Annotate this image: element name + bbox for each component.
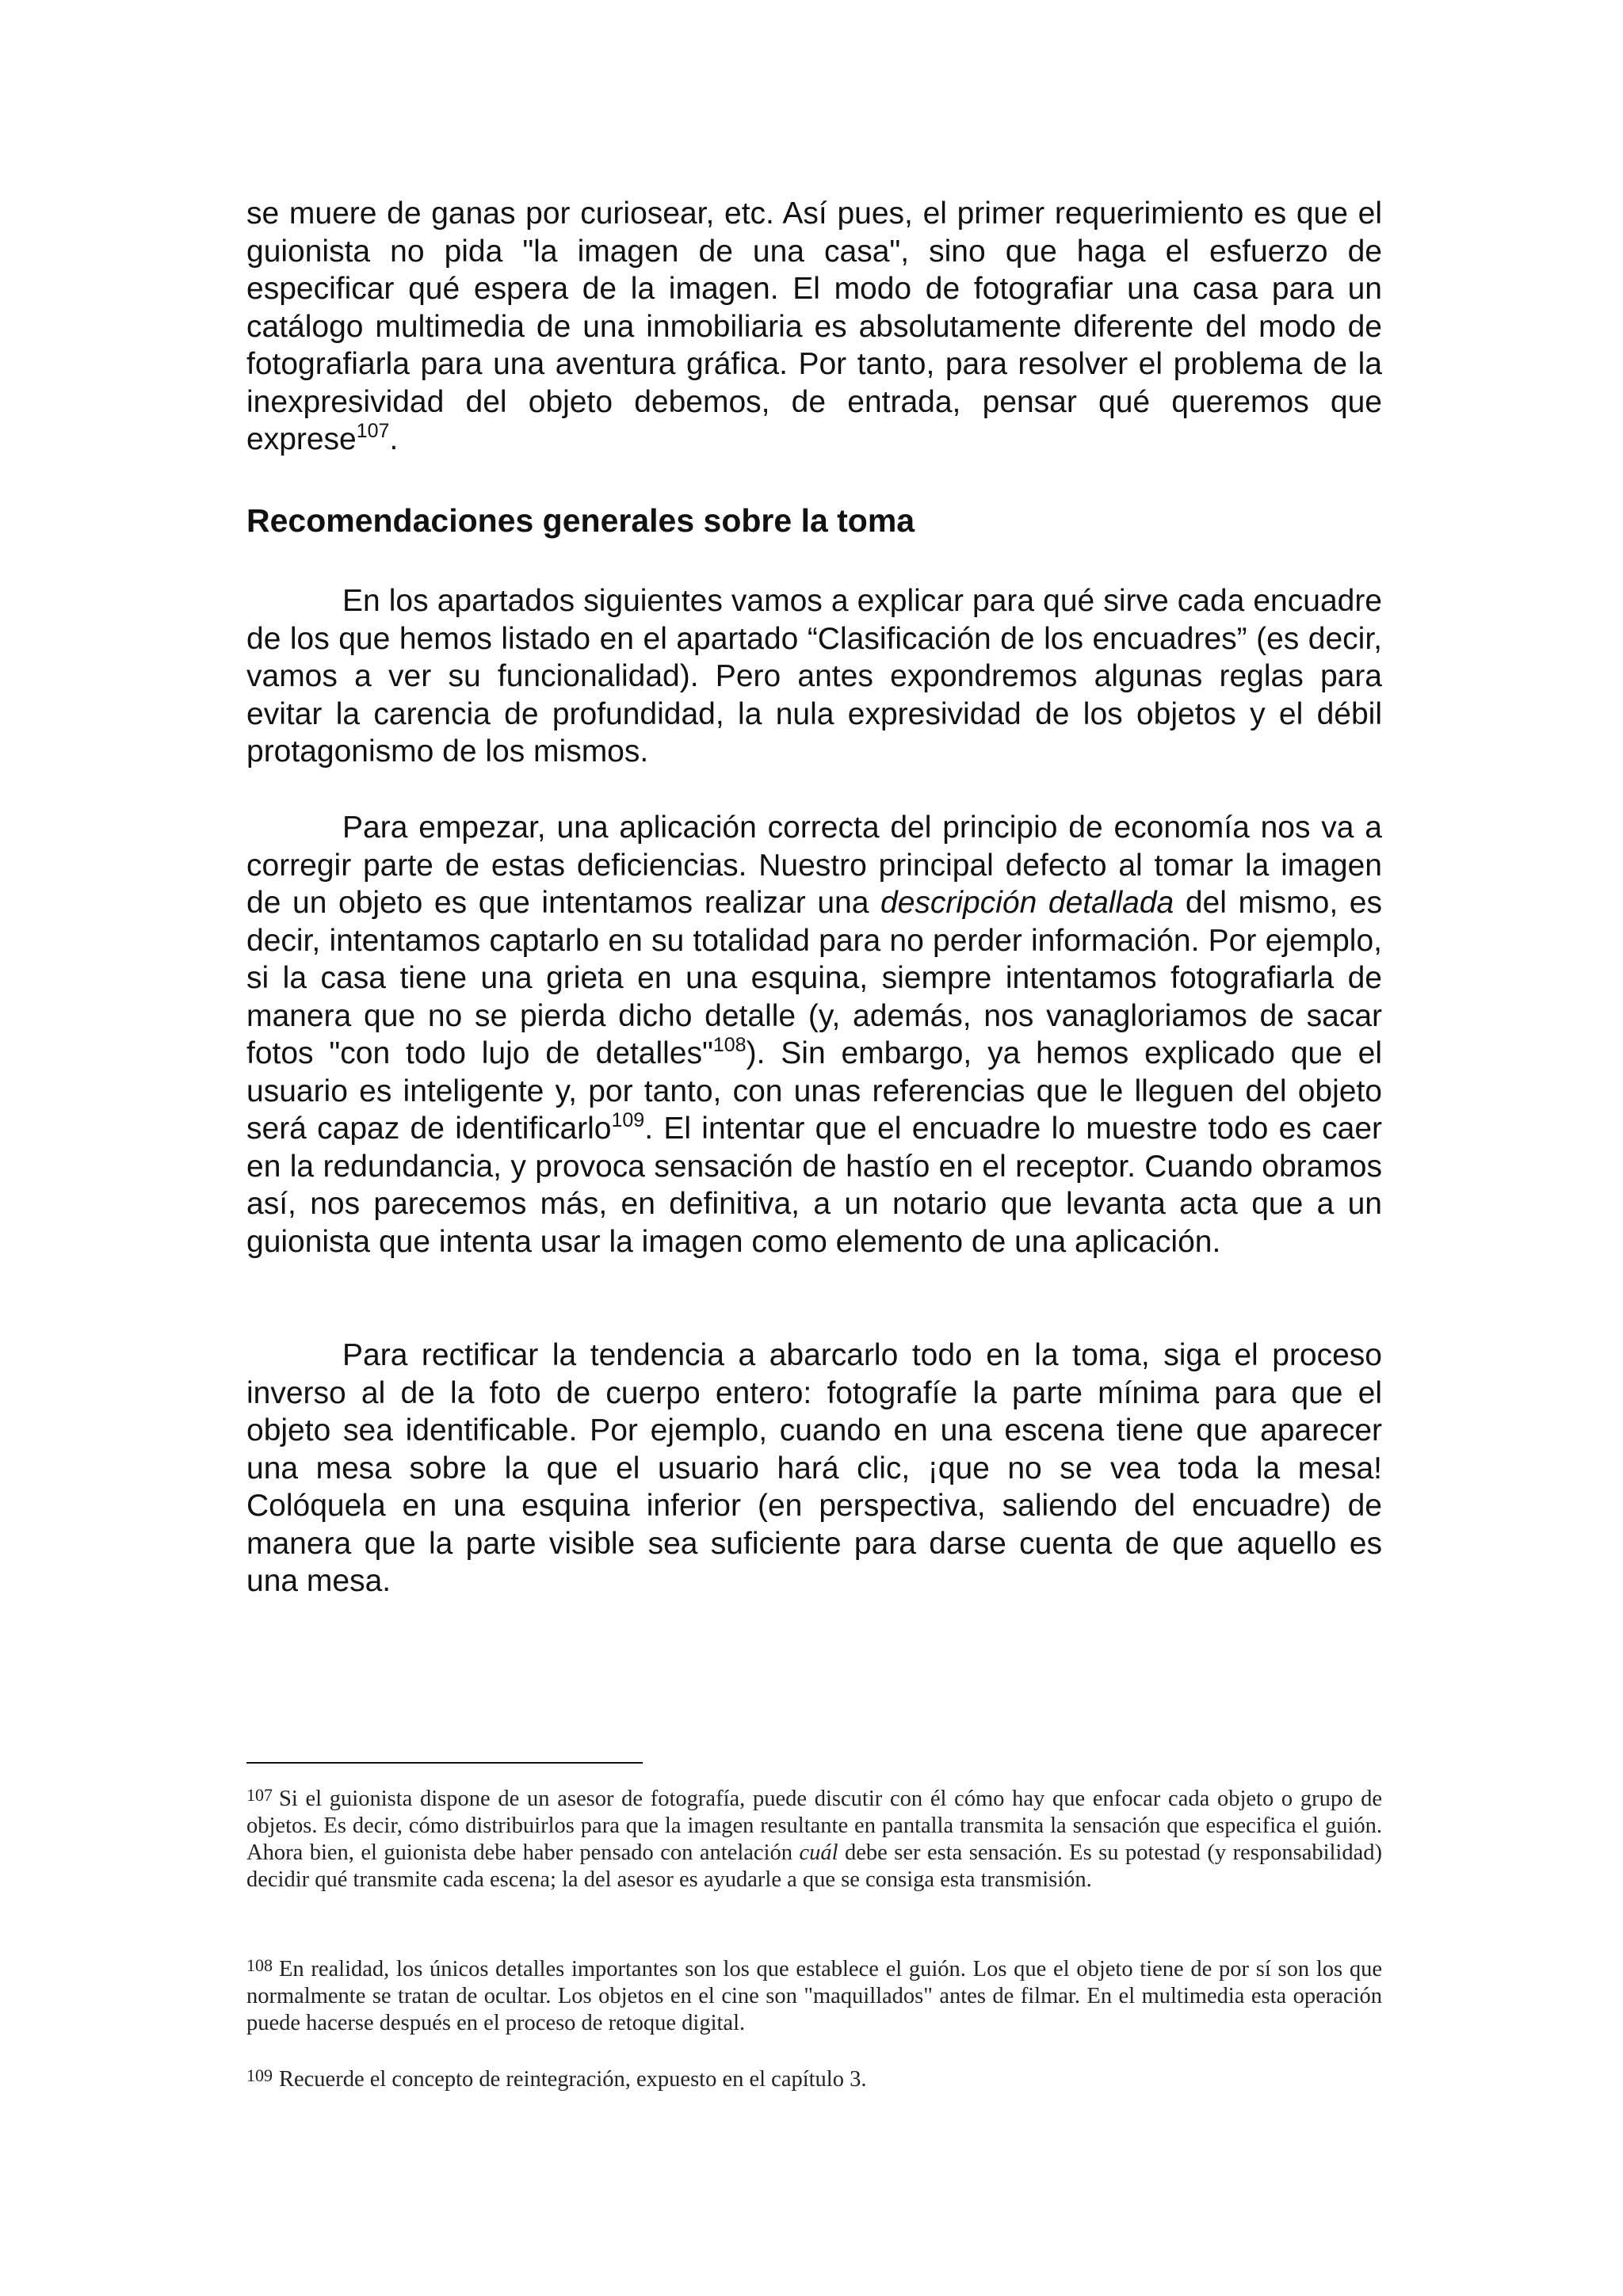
paragraph-4: Para rectificar la tendencia a abarcarlo todo en la toma, siga el proceso inverso al de la foto de cuerpo entero: fotografíe la parte mínima para que el objeto sea identificable. Por ejemplo, cuando en una escena tiene que aparecer una mesa sobre la que el usuario hará clic, ¡que no se vea toda la mesa! Colóquela en una esquina inferior (en perspectiva, saliendo del encuadre) de manera que la parte visible sea suficiente para darse cuenta de que aquello es una mesa.: [246, 1338, 1382, 1598]
paragraph-1-end: .: [389, 422, 399, 456]
paragraph-3-text-b: del mismo, es decir, intentamos captarlo en su totalidad para no perder información. Por ejemplo, si la casa tiene una grieta en una esquina, siempre intentamos fotografiarla de manera que no se pierda dicho detalle (y, además, nos vanagloriamos de sacar fotos "con todo lujo de detalles": [246, 886, 1382, 1070]
footnote-109: [246, 2062, 1382, 2093]
footnote-107-emphasis: cuál: [799, 1840, 838, 1865]
footnote-109-text: Recuerde el concepto de reintegración, expuesto en el capítulo 3.: [279, 2067, 867, 2092]
footnote-108-number: 108: [246, 1955, 273, 1975]
section-heading: Recomendaciones generales sobre la toma: [246, 502, 915, 539]
footnote-107-number: 107: [246, 1785, 273, 1805]
footnote-108-text: En realidad, los únicos detalles importantes son los que establece el guión. Los que el objeto tiene de por sí son los que normalmente se tratan de ocultar. Los objetos en el cine son "maquillados" antes de filmar. En el multimedia esta operación puede hacerse después en el proceso de retoque digital.: [246, 1957, 1382, 2035]
footnote-ref-107[interactable]: 107: [356, 420, 390, 442]
footnote-107-text-a: Si el guionista dispone de un asesor de fotografía, puede discutir con él cómo hay que enfocar cada objeto o grupo de objetos. Es decir, cómo distribuirlos para que la imagen resultante en pantalla transmita la sensación que especifica el guión. Ahora bien, el guionista debe haber pensado con antelación: [246, 1787, 1382, 1865]
paragraph-3-emphasis: descripción detallada: [880, 886, 1174, 920]
footnote-separator: [246, 1762, 643, 1764]
paragraph-3-text-a: Para empezar, una aplicación correcta del principio de economía nos va a corregir parte de estas deficiencias. Nuestro principal defecto al tomar la imagen de un objeto es que intentamos realizar una: [246, 810, 1382, 920]
footnote-ref-109[interactable]: 109: [611, 1109, 645, 1131]
paragraph-3-text-d: . El intentar que el encuadre lo muestre todo es caer en la redundancia, y provoca sensación de hastío en el receptor. Cuando obramos así, nos parecemos más, en definitiva, a un notario que levanta acta que a un guionista que intenta usar la imagen como elemento de una aplicación.: [246, 1112, 1383, 1259]
footnote-107-text-b: debe ser esta sensación. Es su potestad (y responsabilidad) decidir qué transmite cada escena; la del asesor es ayudarle a que se consiga esta transmisión.: [246, 1840, 1382, 1892]
paragraph-1-text: se muere de ganas por curiosear, etc. Así pues, el primer requerimiento es que el guionista no pida "la imagen de una casa", sino que haga el esfuerzo de especificar qué espera de la imagen. El modo de fotografiar una casa para un catálogo multimedia de una inmobiliaria es absolutamente diferente del modo de fotografiarla para una aventura gráfica. Por tanto, para resolver el problema de la inexpresividad del objeto debemos, de entrada, pensar qué queremos que exprese: [246, 196, 1382, 456]
footnote-108: [246, 1952, 1382, 2037]
paragraph-3-text-c: ). Sin embargo, ya hemos explicado que el usuario es inteligente y, por tanto, con unas referencias que le lleguen del objeto será capaz de identificarlo: [246, 1036, 1383, 1146]
paragraph-1: [246, 195, 1382, 459]
paragraph-2: En los apartados siguientes vamos a explicar para qué sirve cada encuadre de los que hemos listado en el apartado “Clasificación de los encuadres” (es decir, vamos a ver su funcionalidad). Pero antes expondremos algunas reglas para evitar la carencia de profundidad, la nula expresividad de los objetos y el débil protagonismo de los mismos.: [246, 584, 1382, 769]
paragraph-3: [246, 809, 1382, 1261]
footnote-109-number: 109: [246, 2065, 273, 2085]
footnote-107: [246, 1782, 1382, 1894]
footnote-ref-108[interactable]: 108: [712, 1034, 747, 1056]
